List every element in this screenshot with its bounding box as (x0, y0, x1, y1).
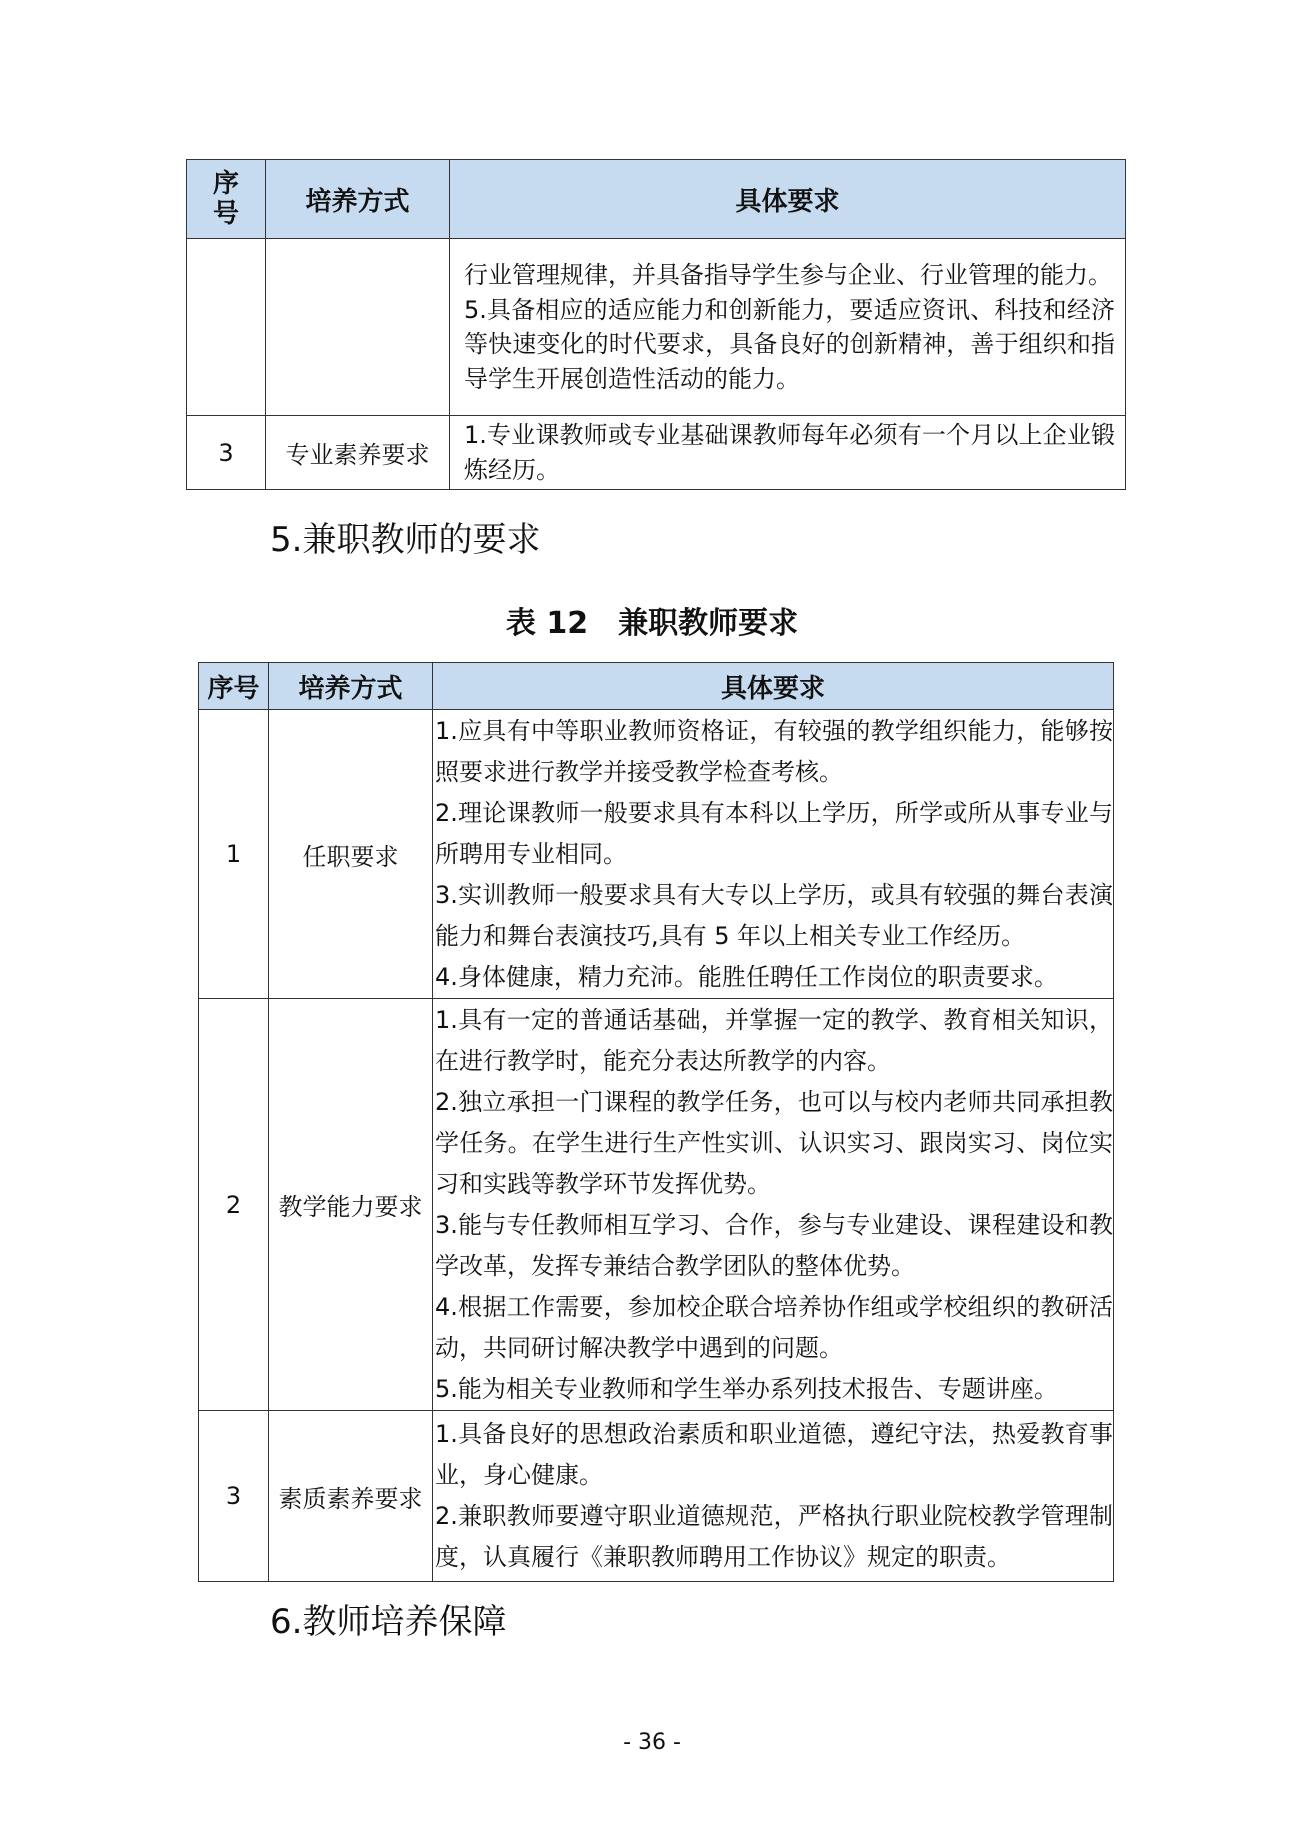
header-seq (187, 160, 266, 239)
requirement-item: 3.实训教师一般要求具有大专以上学历，或具有较强的舞台表演能力和舞台表演技巧,具有 5 年以上相关专业工作经历。 (435, 880, 1113, 950)
requirement-item: 3.能与专任教师相互学习、合作，参与专业建设、课程建设和教学改革，发挥专兼结合教学团队的整体优势。 (435, 1210, 1113, 1280)
row-method (266, 239, 450, 416)
row-seq: 2 (199, 999, 269, 1411)
table-row (199, 1411, 1114, 1582)
requirement-item: 4.根据工作需要，参加校企联合培养协作组或学校组织的教研活动，共同研讨解决教学中遇到的问题。 (435, 1292, 1113, 1362)
header-method: 培养方式 (269, 663, 433, 710)
table-row (187, 416, 1126, 490)
table-header-row (187, 160, 1126, 239)
requirement-item: 1.应具有中等职业教师资格证，有较强的教学组织能力，能够按照要求进行教学并接受教学检查考核。 (435, 716, 1113, 786)
requirement-item: 行业管理规律，并具备指导学生参与企业、行业管理的能力。 (464, 261, 1112, 289)
row-seq: 3 (199, 1411, 269, 1582)
row-requirements (433, 999, 1114, 1411)
row-seq: 3 (187, 416, 266, 490)
table-row (199, 710, 1114, 999)
row-method: 专业素养要求 (266, 416, 450, 490)
row-requirements (450, 239, 1126, 416)
row-seq (187, 239, 266, 416)
header-requirement: 具体要求 (433, 663, 1114, 710)
section-5-heading: 5.兼职教师的要求 (270, 520, 541, 560)
header-seq-label: 序 号 (212, 169, 239, 229)
continued-requirements-table (186, 159, 1126, 490)
requirement-item: 2.独立承担一门课程的教学任务，也可以与校内老师共同承担教学任务。在学生进行生产性实训、认识实习、跟岗实习、岗位实习和实践等教学环节发挥优势。 (435, 1087, 1113, 1198)
page-number: - 36 - (623, 1730, 681, 1755)
row-method: 教学能力要求 (269, 999, 433, 1411)
requirement-item: 1.具有一定的普通话基础，并掌握一定的教学、教育相关知识，在进行教学时，能充分表达所教学的内容。 (435, 1005, 1113, 1075)
requirement-item: 4.身体健康，精力充沛。能胜任聘任工作岗位的职责要求。 (435, 962, 1058, 991)
row-method: 素质素养要求 (269, 1411, 433, 1582)
table-row (199, 999, 1114, 1411)
requirement-item: 1.专业课教师或专业基础课教师每年必须有一个月以上企业锻炼经历。 (464, 421, 1115, 484)
requirement-item: 1.具备良好的思想政治素质和职业道德，遵纪守法，热爱教育事业，身心健康。 (435, 1420, 1113, 1489)
row-method: 任职要求 (269, 710, 433, 999)
table-12-caption: 表 12 兼职教师要求 (505, 606, 799, 641)
header-method: 培养方式 (266, 160, 450, 239)
row-requirements (433, 1411, 1114, 1582)
requirement-item: 2.理论课教师一般要求具有本科以上学历，所学或所从事专业与所聘用专业相同。 (435, 798, 1113, 868)
row-requirements (450, 416, 1126, 490)
requirement-item: 2.兼职教师要遵守职业道德规范，严格执行职业院校教学管理制度，认真履行《兼职教师聘用工作协议》规定的职责。 (435, 1502, 1113, 1571)
section-6-heading: 6.教师培养保障 (270, 1602, 507, 1642)
requirement-item: 5.能为相关专业教师和学生举办系列技术报告、专题讲座。 (435, 1374, 1058, 1403)
table-row (187, 239, 1126, 416)
row-seq: 1 (199, 710, 269, 999)
header-requirement: 具体要求 (450, 160, 1126, 239)
header-seq: 序号 (199, 663, 269, 710)
requirement-item: 5.具备相应的适应能力和创新能力，要适应资讯、科技和经济等快速变化的时代要求，具备良好的创新精神，善于组织和指导学生开展创造性活动的能力。 (464, 295, 1115, 393)
row-requirements (433, 710, 1114, 999)
table-header-row (199, 663, 1114, 710)
table-12-part-time-teacher-requirements (198, 662, 1114, 1582)
